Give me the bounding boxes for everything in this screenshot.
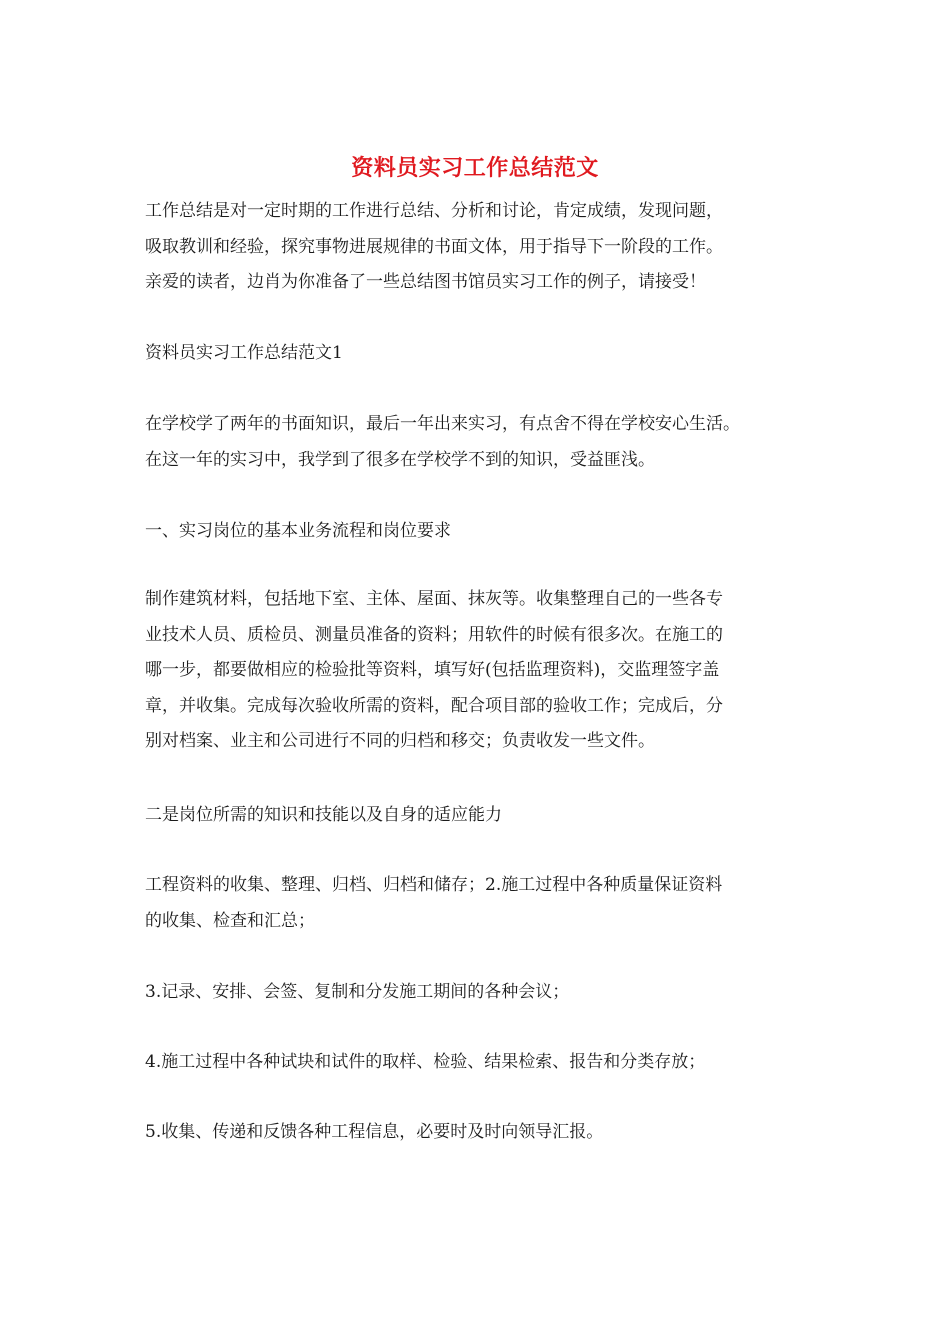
intro-line-1: 工作总结是对一定时期的工作进行总结、分析和讨论，肯定成绩，发现问题， bbox=[145, 201, 723, 221]
paragraph-3-line-2: 的收集、检查和汇总； bbox=[145, 910, 315, 931]
heading-1 bbox=[145, 514, 815, 550]
heading-2-text: 二是岗位所需的知识和技能以及自身的适应能力 bbox=[145, 805, 502, 825]
intro-paragraph bbox=[145, 194, 815, 301]
heading-2 bbox=[145, 798, 815, 834]
paragraph-2-line-2: 业技术人员、质检员、测量员准备的资料；用软件的时候有很多次。在施工的 bbox=[145, 624, 723, 645]
paragraph-2-line-5: 别对档案、业主和公司进行不同的归档和移交；负责收发一些文件。 bbox=[145, 731, 655, 751]
section1-heading-text: 资料员实习工作总结范文1 bbox=[145, 343, 343, 363]
paragraph-3-line-1: 工程资料的收集、整理、归档、归档和储存；2.施工过程中各种质量保证资料 bbox=[145, 875, 723, 895]
paragraph-1-line-2: 在这一年的实习中，我学到了很多在学校学不到的知识，受益匪浅。 bbox=[145, 449, 655, 470]
paragraph-2-line-1: 制作建筑材料，包括地下室、主体、屋面、抹灰等。收集整理自己的一些各专 bbox=[145, 589, 723, 609]
list-item-4-text: 4.施工过程中各种试块和试件的取样、检验、结果检索、报告和分类存放； bbox=[145, 1052, 706, 1072]
paragraph-1-line-1: 在学校学了两年的书面知识，最后一年出来实习，有点舍不得在学校安心生活。 bbox=[145, 414, 740, 434]
document-title: 资料员实习工作总结范文 bbox=[351, 155, 599, 181]
list-item-3 bbox=[145, 975, 815, 1011]
intro-line-3: 亲爱的读者，边肖为你准备了一些总结图书馆员实习工作的例子，请接受！ bbox=[145, 272, 706, 292]
paragraph-2-line-4: 章，并收集。完成每次验收所需的资料，配合项目部的验收工作；完成后，分 bbox=[145, 695, 723, 716]
paragraph-3 bbox=[145, 868, 815, 939]
intro-line-2: 吸取教训和经验，探究事物进展规律的书面文体，用于指导下一阶段的工作。 bbox=[145, 236, 723, 257]
heading-1-text: 一、实习岗位的基本业务流程和岗位要求 bbox=[145, 521, 451, 541]
list-item-5-text: 5.收集、传递和反馈各种工程信息，必要时及时向领导汇报。 bbox=[145, 1122, 604, 1142]
paragraph-2-line-3: 哪一步，都要做相应的检验批等资料，填写好(包括监理资料)，交监理签字盖 bbox=[145, 660, 720, 680]
list-item-5 bbox=[145, 1115, 815, 1151]
section1-heading bbox=[145, 336, 815, 372]
list-item-3-text: 3.记录、安排、会签、复制和分发施工期间的各种会议； bbox=[145, 982, 570, 1002]
paragraph-1 bbox=[145, 407, 815, 478]
paragraph-2 bbox=[145, 582, 815, 760]
list-item-4 bbox=[145, 1045, 815, 1081]
